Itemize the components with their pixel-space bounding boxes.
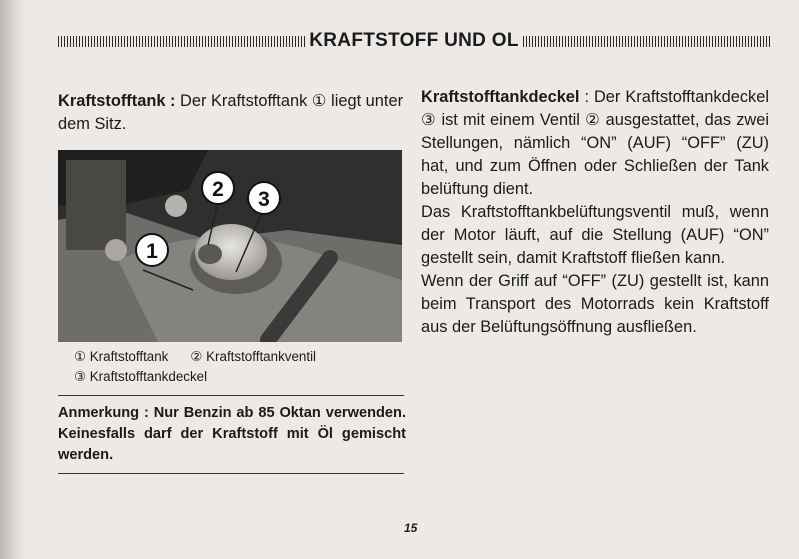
cap-valve (198, 244, 222, 264)
caption-fuel-tank-cap: ③ Kraftstofftankdeckel (74, 369, 208, 384)
vent-valve-paragraph: Das Kraftstofftankbelüftungsventil muß, wenn der Motor läuft, auf die Stellung (AUF) “ON” gestellt sein, damit Kraftstoff fließen kann. (421, 203, 769, 267)
fuel-tank-photo (58, 150, 402, 342)
photo-caption (74, 347, 338, 387)
tank-cap-text: : Der Kraftstofftankdeckel ③ ist mit einem Ventil ② ausgestattet, das zwei Stellungen, nämlich “ON” (AUF) “OFF” (ZU) hat, und zum Öffnen oder Schließen der Tank belüftung dient. (421, 88, 769, 198)
note-rule-top (58, 395, 404, 396)
fuel-tank-intro (58, 90, 408, 136)
caption-fuel-tank: ① Kraftstofftank (74, 349, 169, 364)
bolt-upper (165, 195, 187, 217)
page-shadow (0, 0, 26, 559)
bolt-lower (105, 239, 127, 261)
fuel-tank-text: Der Kraftstofftank ① liegt unter dem Sitz. (58, 92, 404, 133)
transport-paragraph: Wenn der Griff auf “OFF” (ZU) gestellt ist, kann beim Transport des Motorrads kein Kraftstoff aus der Belüftungsöffnung ausfließen. (421, 272, 769, 336)
header-hatch-left (58, 36, 305, 47)
callout-2: 2 (212, 178, 224, 201)
fuel-note: Anmerkung : Nur Benzin ab 85 Oktan verwenden. Keinesfalls darf der Kraftstoff mit Öl gemischt werden. (58, 405, 406, 463)
tank-cap-paragraph (421, 86, 769, 201)
section-header (58, 30, 770, 52)
left-column (58, 90, 408, 136)
caption-fuel-tank-valve: ② Kraftstofftankventil (190, 349, 317, 364)
callout-3: 3 (258, 188, 270, 211)
right-column (421, 86, 769, 339)
callout-1: 1 (146, 240, 158, 263)
header-hatch-right (523, 36, 770, 47)
frame-bracket (66, 160, 126, 250)
fuel-tank-photo-drawing (58, 150, 402, 342)
note-rule-bottom (58, 473, 404, 474)
page-number: 15 (404, 521, 418, 535)
tank-cap-term: Kraftstofftankdeckel (421, 88, 580, 106)
fuel-tank-term: Kraftstofftank : (58, 92, 176, 110)
section-title: KRAFTSTOFF UND OL (309, 30, 519, 51)
